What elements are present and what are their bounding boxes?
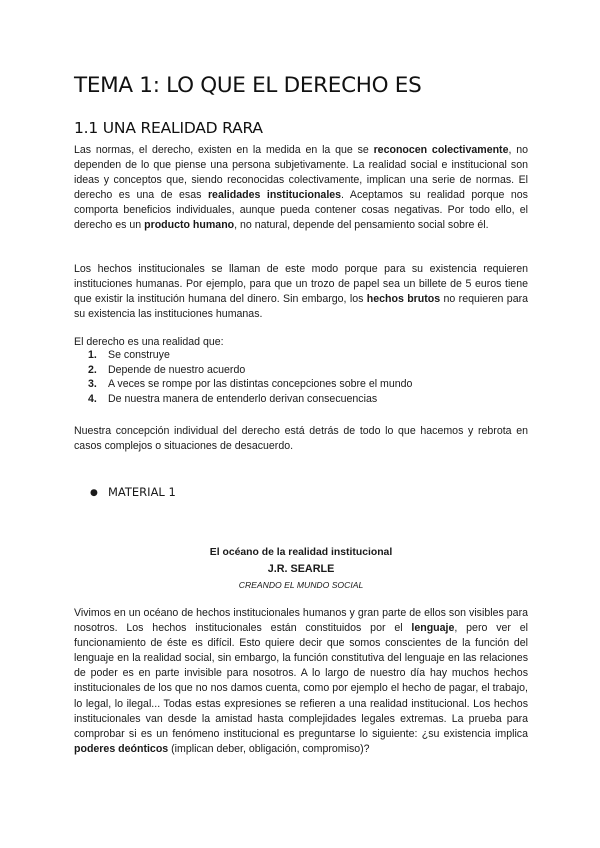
- numbered-list: [88, 348, 412, 407]
- list-intro: El derecho es una realidad que:: [74, 336, 224, 348]
- paragraph-institutional-facts: Los hechos institucionales se llaman de este modo porque para su existencia requieren instituciones humanas. Por ejemplo, para que un trozo de papel sea un billete de 5 euros tiene que existir la institución humana del dinero. Sin embargo, los hechos brutos no requieren para su existencia las instituciones humanas.: [74, 263, 529, 320]
- quote-source: CREANDO EL MUNDO SOCIAL: [238, 580, 364, 590]
- paragraph-collective-recognition: Las normas, el derecho, existen en la medida en la que se reconocen colectivamente, no dependen de lo que piense una persona subjetivamente. La realidad social e institucional son ideas y conceptos que, siendo reconocidas colectivamente, implican una serie de normas. El derecho es una de esas realidades institucionales. Aceptamos su realidad porque nos comporta beneficios individuales, aunque pueda contener cosas negativas. Por todo ello, el derecho es un producto humano, no natural, depende del pensamiento social sobre él.: [74, 144, 529, 231]
- list-item: 4. De nuestra manera de entenderlo derivan consecuencias: [88, 393, 378, 406]
- page-title: TEMA 1: LO QUE EL DERECHO ES: [74, 73, 422, 98]
- bullet-icon: ●: [90, 488, 98, 498]
- list-item: 3. A veces se rompe por las distintas concepciones sobre el mundo: [88, 378, 413, 391]
- list-item: 1. Se construye: [88, 349, 170, 361]
- material-heading: [90, 485, 176, 499]
- quote-author: J.R. SEARLE: [267, 563, 335, 575]
- material-label: MATERIAL 1: [108, 485, 176, 499]
- list-item: 2. Depende de nuestro acuerdo: [88, 363, 246, 376]
- section-title: 1.1 UNA REALIDAD RARA: [74, 119, 263, 137]
- quote-body: Vivimos en un océano de hechos institucionales humanos y gran parte de ellos son visibles para nosotros. Los hechos institucionales están constituidos por el lenguaje, pero ver el funcionamiento de éste es difícil. Esto quiere decir que somos conscientes de la función del lenguaje en la realidad social, sin embargo, la función constitutiva del lenguaje en las relaciones de poder es en parte invisible para nosotros. A lo largo de nuestro día hay muchos hechos institucionales de los que no nos damos cuenta, como por ejemplo el hecho de pagar, el trabajo, lo legal, lo ilegal... Todas estas expresiones se refieren a una realidad institucional. Los hechos institucionales van desde la amistad hasta complejidades legales extremas. La prueba para comprobar si es un fenómeno institucional es preguntarse lo siguiente: ¿su existencia implica poderes deónticos (implican deber, obligación, compromiso)?: [74, 607, 528, 755]
- quote-title: El océano de la realidad institucional: [209, 547, 393, 558]
- paragraph-individual-conception: Nuestra concepción individual del derecho está detrás de todo lo que hacemos y rebrota en casos complejos o situaciones de desacuerdo.: [74, 425, 528, 452]
